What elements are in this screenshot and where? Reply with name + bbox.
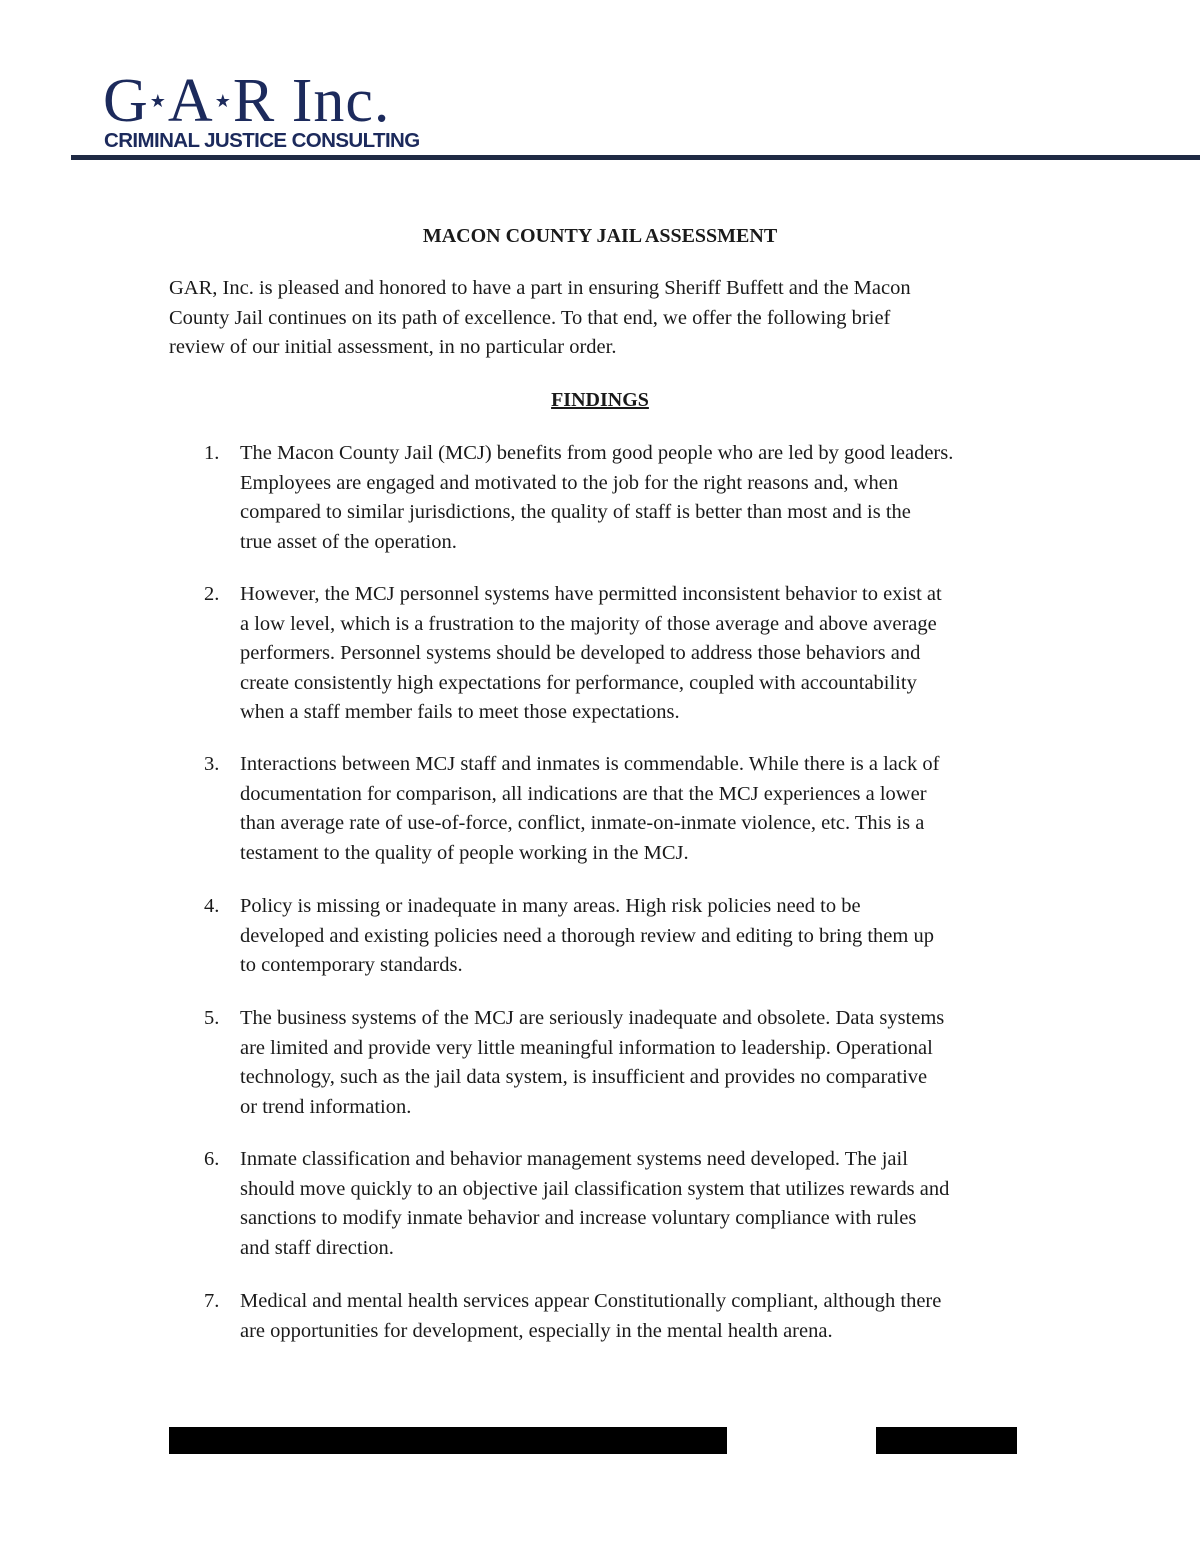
logo-letter-g: G	[103, 67, 149, 135]
finding-text	[240, 580, 1040, 728]
finding-text	[240, 1145, 1040, 1263]
finding-line: However, the MCJ personnel systems have permitted inconsistent behavior to exist at	[240, 583, 942, 605]
finding-line: Employees are engaged and motivated to the job for the right reasons and, when	[240, 471, 899, 494]
finding-line: compared to similar jurisdictions, the quality of staff is better than most and is the	[240, 501, 911, 523]
logo-star-icon: ★	[214, 90, 232, 111]
finding-line: The business systems of the MCJ are seriously inadequate and obsolete. Data systems	[240, 1007, 945, 1029]
finding-line: The Macon County Jail (MCJ) benefits from good people who are led by good leaders.	[240, 442, 954, 464]
finding-number: 3.	[204, 753, 220, 775]
finding-number: 2.	[204, 583, 220, 605]
logo-inc: Inc.	[291, 67, 391, 135]
finding-text	[240, 750, 1040, 868]
finding-line: should move quickly to an objective jail classification system that utilizes rewards and	[240, 1177, 950, 1200]
finding-item	[200, 1004, 1040, 1122]
finding-number: 6.	[204, 1148, 220, 1170]
finding-line: are limited and provide very little meaningful information to leadership. Operational	[240, 1036, 933, 1059]
finding-text	[240, 892, 1040, 981]
letterhead	[103, 67, 523, 160]
finding-line: create consistently high expectations for performance, coupled with accountability	[240, 671, 917, 694]
intro-paragraph	[169, 274, 1029, 363]
finding-text	[240, 1004, 1040, 1122]
finding-line: are opportunities for development, especially in the mental health arena.	[240, 1319, 833, 1342]
finding-line: a low level, which is a frustration to the majority of those average and above average	[240, 612, 937, 635]
finding-number: 1.	[204, 442, 220, 464]
finding-number: 5.	[204, 1007, 220, 1029]
finding-line: testament to the quality of people working in the MCJ.	[240, 841, 689, 864]
header-divider	[71, 155, 1200, 160]
finding-line: Policy is missing or inadequate in many areas. High risk policies need to be	[240, 895, 861, 917]
finding-line: sanctions to modify inmate behavior and increase voluntary compliance with rules	[240, 1207, 917, 1229]
finding-line: true asset of the operation.	[240, 530, 457, 553]
finding-line: when a staff member fails to meet those expectations.	[240, 701, 680, 723]
finding-text	[240, 439, 1040, 557]
finding-number: 7.	[204, 1290, 220, 1312]
finding-line: or trend information.	[240, 1095, 412, 1118]
finding-line: performers. Personnel systems should be developed to address those behaviors and	[240, 642, 921, 664]
intro-line: GAR, Inc. is pleased and honored to have a part in ensuring Sheriff Buffett and the Macon	[169, 277, 911, 299]
document-title: MACON COUNTY JAIL ASSESSMENT	[422, 225, 778, 247]
intro-line: County Jail continues on its path of excellence. To that end, we offer the following brief	[169, 306, 891, 329]
intro-line: review of our initial assessment, in no particular order.	[169, 336, 617, 358]
finding-line: technology, such as the jail data system, is insufficient and provides no comparative	[240, 1066, 928, 1088]
finding-line: to contemporary standards.	[240, 954, 463, 976]
finding-line: and staff direction.	[240, 1236, 394, 1259]
company-tagline: CRIMINAL JUSTICE CONSULTING	[104, 129, 420, 152]
finding-number: 4.	[204, 895, 220, 917]
logo-letter-a: A	[167, 67, 214, 135]
logo-letter-r: R	[232, 67, 276, 135]
finding-line: Inmate classification and behavior management systems need developed. The jail	[240, 1148, 908, 1170]
finding-item	[200, 1287, 1040, 1346]
findings-heading: FINDINGS	[551, 389, 649, 411]
finding-line: Interactions between MCJ staff and inmates is commendable. While there is a lack of	[240, 753, 940, 775]
finding-item	[200, 892, 1040, 981]
finding-item	[200, 1145, 1040, 1263]
logo-star-icon: ★	[149, 90, 167, 111]
finding-line: documentation for comparison, all indications are that the MCJ experiences a lower	[240, 782, 927, 805]
redaction-bar-signature	[169, 1427, 727, 1454]
redaction-bar-date	[876, 1427, 1017, 1454]
finding-item	[200, 580, 1040, 728]
finding-item	[200, 750, 1040, 868]
company-logo	[103, 67, 391, 138]
finding-item	[200, 439, 1040, 557]
finding-line: Medical and mental health services appear Constitutionally compliant, although there	[240, 1290, 942, 1312]
finding-line: developed and existing policies need a thorough review and editing to bring them up	[240, 924, 934, 947]
finding-text	[240, 1287, 1040, 1346]
finding-line: than average rate of use-of-force, conflict, inmate-on-inmate violence, etc. This is a	[240, 812, 925, 834]
